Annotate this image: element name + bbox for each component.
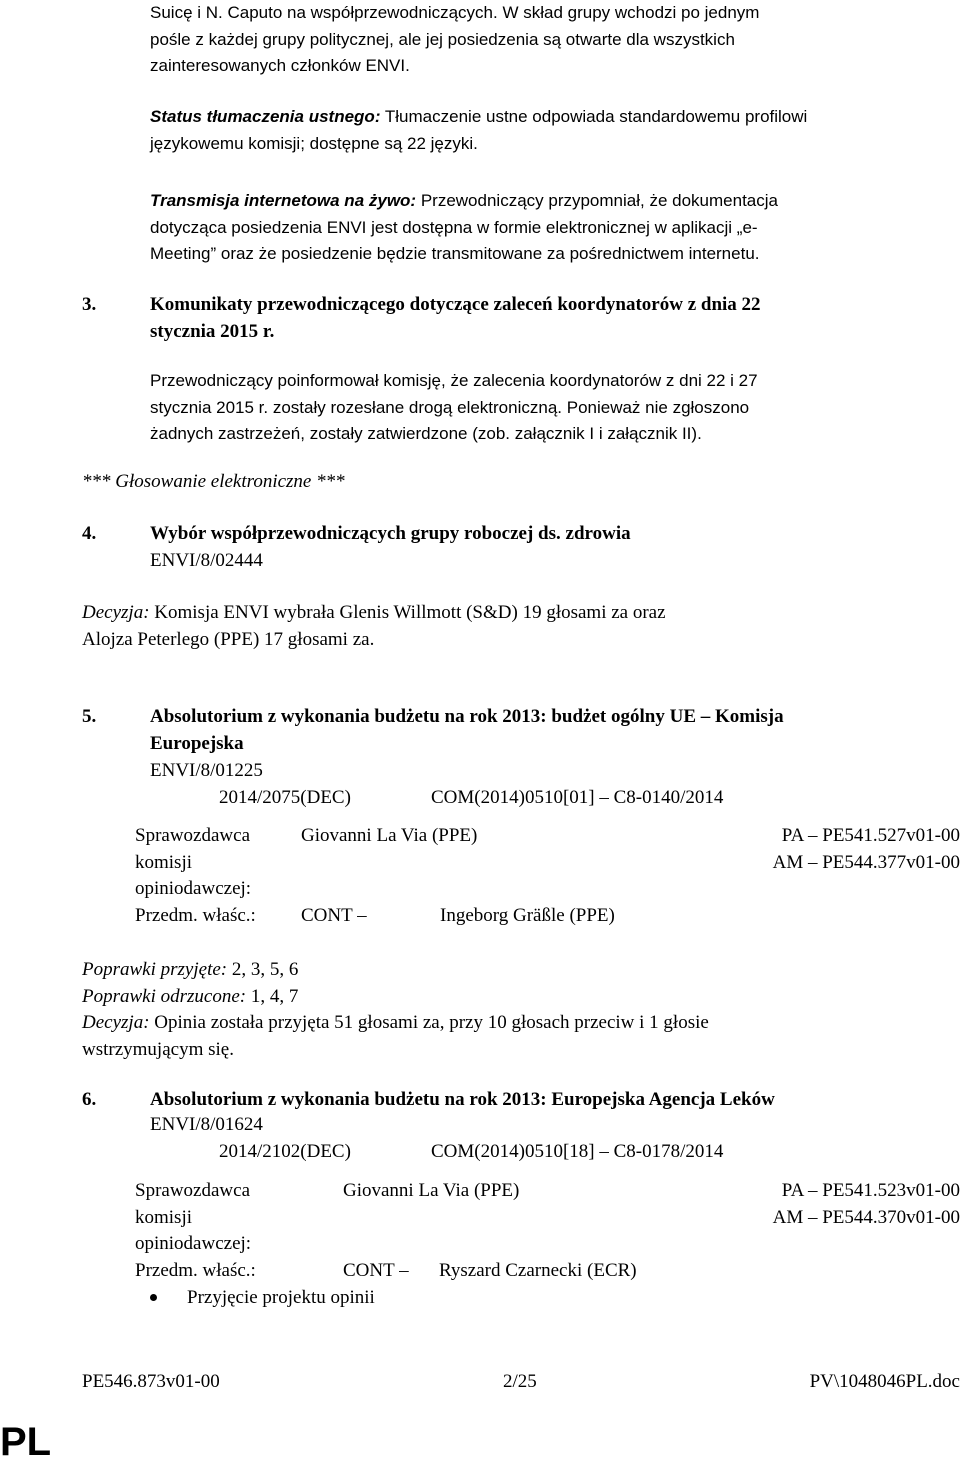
item6-doc-pa: PA – PE541.523v01-00 — [781, 1180, 960, 1201]
item5-decision-text: wstrzymującym się. — [82, 1038, 234, 1060]
item5-resp-person: Ingeborg Gräßle (PPE) — [440, 905, 615, 926]
webstream-text: Przewodniczący przypomniał, że dokumentacja — [416, 191, 778, 210]
webstream-label: Transmisja internetowa na żywo: — [150, 191, 417, 210]
item5-doc-pa: PA – PE541.527v01-00 — [781, 825, 960, 846]
item5-documents — [773, 823, 960, 876]
item6-resp-label: Przedm. właśc.: — [135, 1260, 256, 1281]
item6-title: Absolutorium z wykonania budżetu na rok 2013: Europejska Agencja Leków — [150, 1089, 775, 1110]
item6-rapporteur: Giovanni La Via (PPE) — [343, 1180, 520, 1201]
item6-number: 6. — [82, 1089, 97, 1110]
rapporteur-label-line: Sprawozdawca — [135, 825, 251, 846]
item6-bullet-text: Przyjęcie projektu opinii — [187, 1287, 375, 1308]
item3-number: 3. — [82, 294, 97, 315]
interpretation-label: Status tłumaczenia ustnego: — [150, 107, 381, 126]
item5-decision-text: Opinia została przyjęta 51 głosami za, przy 10 głosach przeciw i 1 głosie — [149, 1012, 709, 1033]
item5-number: 5. — [82, 706, 97, 727]
footer-doc-ref: PE546.873v01-00 — [82, 1371, 220, 1392]
item4-decision — [82, 600, 666, 653]
rapporteur-label-line: opiniodawczej: — [135, 1233, 252, 1254]
item4-ref: ENVI/8/02444 — [150, 550, 263, 571]
item4-number: 4. — [82, 523, 97, 544]
electronic-vote-heading: *** Głosowanie elektroniczne *** — [82, 471, 345, 492]
item6-rapporteur-label — [135, 1178, 251, 1258]
interpretation-text: Tłumaczenie ustne odpowiada standardowemu profilowi — [380, 107, 808, 126]
item4-title: Wybór współprzewodniczących grupy roboczej ds. zdrowia — [150, 523, 631, 544]
item5-resp-label: Przedm. właśc.: — [135, 905, 256, 926]
item6-com: COM(2014)0510[18] – C8-0178/2014 — [431, 1141, 724, 1162]
item4-decision-text: Alojza Peterlego (PPE) 17 głosami za. — [82, 628, 375, 650]
interpretation-text: językowemu komisji; dostępne są 22 języki. — [150, 133, 478, 153]
webstream-paragraph — [150, 188, 778, 268]
item4-decision-text: Komisja ENVI wybrała Glenis Willmott (S&D) 19 głosami za oraz — [149, 602, 666, 623]
bullet-icon — [150, 1294, 157, 1301]
amendments-adopted-label: Poprawki przyjęte: — [82, 959, 228, 980]
amendments-adopted: 2, 3, 5, 6 — [227, 959, 299, 980]
item6-procedure: 2014/2102(DEC) — [219, 1141, 351, 1162]
webstream-text: dotycząca posiedzenia ENVI jest dostępna w formie elektronicznej w aplikacji „e- — [150, 217, 758, 237]
intro-line: pośle z każdej grupy politycznej, ale jej posiedzenia są otwarte dla wszystkich — [150, 29, 735, 49]
item5-com: COM(2014)0510[01] – C8-0140/2014 — [431, 787, 724, 808]
item5-title-line: Absolutorium z wykonania budżetu na rok 2013: budżet ogólny UE – Komisja — [150, 706, 784, 727]
intro-paragraph — [150, 0, 759, 80]
item5-ref: ENVI/8/01225 — [150, 760, 263, 781]
item4-decision-label: Decyzja: — [82, 602, 150, 623]
item5-doc-am: AM – PE544.377v01-00 — [772, 851, 960, 873]
webstream-text: Meeting” oraz że posiedzenie będzie transmitowane za pośrednictwem internetu. — [150, 244, 760, 263]
item3-body-line: żadnych zastrzeżeń, zostały zatwierdzone (zob. załącznik I i załącznik II). — [150, 424, 702, 443]
item3-title-line: Komunikaty przewodniczącego dotyczące zaleceń koordynatorów z dnia 22 — [150, 294, 761, 315]
footer-page-number: 2/25 — [503, 1371, 537, 1392]
intro-line: Suicę i N. Caputo na współprzewodniczących. W skład grupy wchodzi po jednym — [150, 3, 760, 22]
amendments-rejected-label: Poprawki odrzucone: — [82, 985, 247, 1007]
rapporteur-label-line: komisji — [135, 851, 193, 873]
item3-title — [150, 292, 761, 345]
item5-decision-label: Decyzja: — [82, 1012, 150, 1033]
item3-body-line: stycznia 2015 r. zostały rozesłane drogą elektroniczną. Ponieważ nie zgłoszono — [150, 397, 750, 417]
item5-rapporteur: Giovanni La Via (PPE) — [301, 825, 478, 846]
item3-body — [150, 368, 758, 448]
amendments-rejected: 1, 4, 7 — [246, 985, 299, 1007]
item3-body-line: Przewodniczący poinformował komisję, że zalecenia koordynatorów z dni 22 i 27 — [150, 371, 758, 390]
item5-resp-committee: CONT – — [301, 905, 367, 926]
rapporteur-label-line: komisji — [135, 1206, 193, 1228]
language-code: PL — [0, 1420, 52, 1464]
item5-rapporteur-label — [135, 823, 251, 903]
item5-procedure: 2014/2075(DEC) — [219, 787, 351, 808]
interpretation-paragraph — [150, 104, 807, 157]
rapporteur-label-line: opiniodawczej: — [135, 878, 252, 899]
item6-resp-committee: CONT – — [343, 1260, 409, 1281]
item5-title-line: Europejska — [150, 732, 244, 754]
rapporteur-label-line: Sprawozdawca — [135, 1180, 251, 1201]
item6-resp-person: Ryszard Czarnecki (ECR) — [439, 1260, 637, 1281]
item5-amendments — [82, 957, 709, 1063]
item6-doc-am: AM – PE544.370v01-00 — [772, 1206, 960, 1228]
item3-title-line: stycznia 2015 r. — [150, 320, 275, 342]
footer-file-name: PV\1048046PL.doc — [809, 1371, 960, 1392]
item6-ref: ENVI/8/01624 — [150, 1114, 263, 1135]
item6-documents — [773, 1178, 960, 1231]
item5-title — [150, 704, 784, 757]
intro-line: zainteresowanych członków ENVI. — [150, 56, 410, 75]
